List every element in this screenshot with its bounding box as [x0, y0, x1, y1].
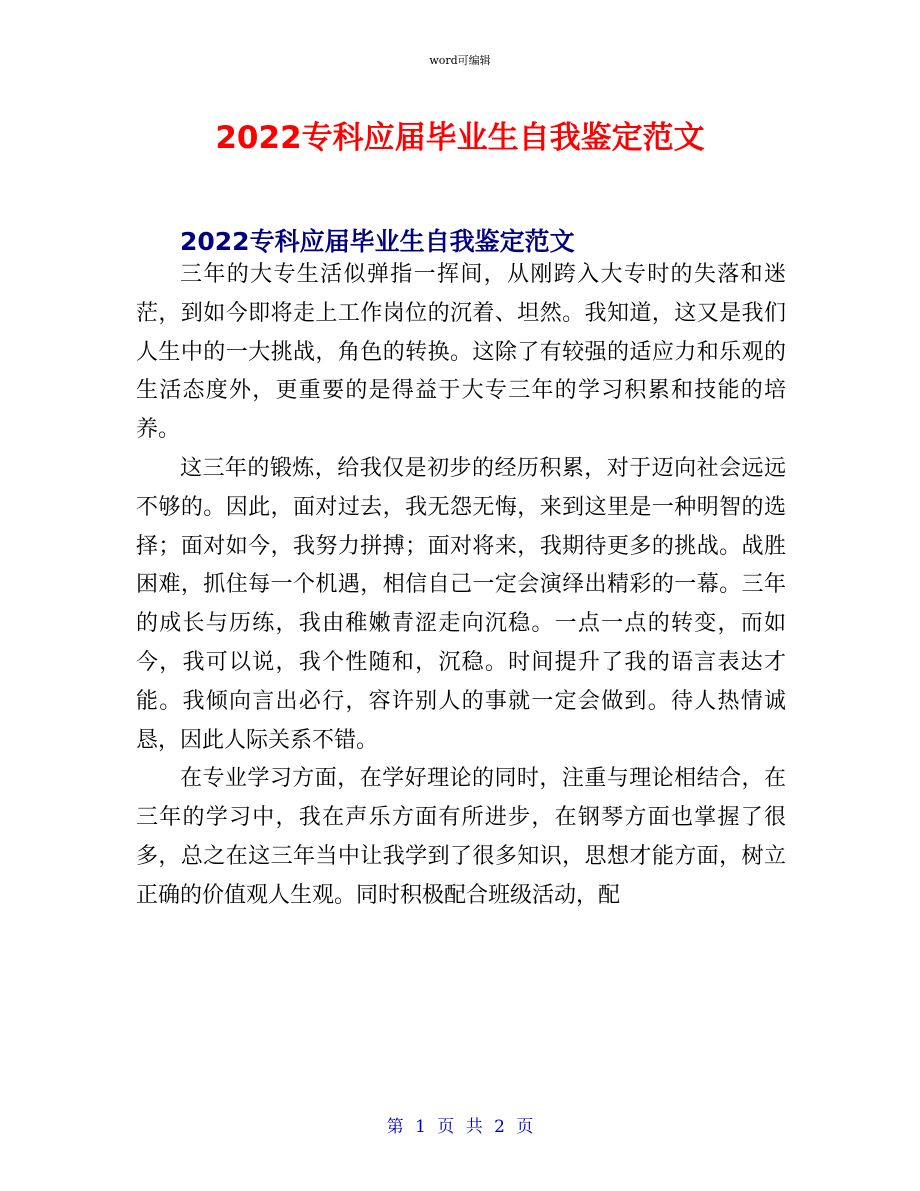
paragraph-3: 在专业学习方面，在学好理论的同时，注重与理论相结合，在三年的学习中，我在声乐方面有所进步，在钢琴方面也掌握了很多，总之在这三年当中让我学到了很多知识，思想才能方面，树立正确的价值观人生观。同时积极配合班级活动，配: [136, 766, 786, 908]
page-number-footer: 第 1 页 共 2 页: [386, 1117, 534, 1137]
header-note: word可编辑: [429, 54, 491, 67]
document-title: 2022专科应届毕业生自我鉴定范文: [215, 120, 705, 156]
document-body: [136, 256, 786, 916]
paragraph-1: 三年的大专生活似弹指一挥间，从刚跨入大专时的失落和迷茫，到如今即将走上工作岗位的沉着、坦然。我知道，这又是我们人生中的一大挑战，角色的转换。这除了有较强的适应力和乐观的生活态度外，更重要的是得益于大专三年的学习积累和技能的培养。: [136, 262, 786, 443]
paragraph-2: 这三年的锻炼，给我仅是初步的经历积累，对于迈向社会远远不够的。因此，面对过去，我无怨无悔，来到这里是一种明智的选择；面对如今，我努力拼搏；面对将来，我期待更多的挑战。战胜困难，抓住每一个机遇，相信自己一定会演绎出精彩的一幕。三年的成长与历练，我由稚嫩青涩走向沉稳。一点一点的转变，而如今，我可以说，我个性随和，沉稳。时间提升了我的语言表达才能。我倾向言出必行，容许别人的事就一定会做到。待人热情诚恳，因此人际关系不错。: [136, 455, 786, 753]
section-heading: 2022专科应届毕业生自我鉴定范文: [180, 227, 575, 256]
